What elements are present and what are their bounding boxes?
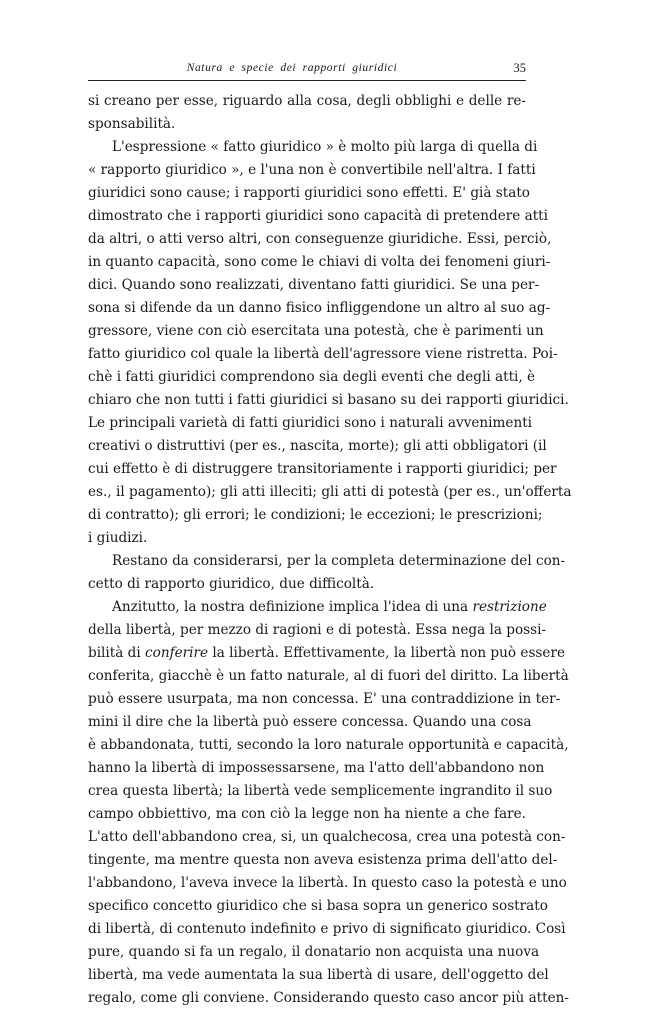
text-line: regalo, come gli conviene. Considerando questo caso ancor più atten-	[88, 990, 570, 1006]
text-line: fatto giuridico col quale la libertà dell'agressore viene ristretta. Poi-	[88, 346, 558, 362]
text-line: della libertà, per mezzo di ragioni e di potestà. Essa nega la possi-	[88, 622, 547, 638]
text-line: dici. Quando sono realizzati, diventano fatti giuridici. Se una per-	[88, 277, 540, 293]
text-line: crea questa libertà; la libertà vede semplicemente ingrandito il suo	[88, 783, 553, 799]
text-line: di contratto); gli errori; le condizioni; le eccezioni; le prescrizioni;	[88, 507, 543, 523]
running-title: Natura e specie dei rapporti giuridici	[186, 62, 398, 74]
line-text: la libertà. Effettivamente, la libertà non può essere	[212, 645, 565, 661]
text-line: è abbandonata, tutti, secondo la loro naturale opportunità e capacità,	[88, 737, 569, 753]
header-rule	[88, 80, 526, 81]
text-line: sponsabilità.	[88, 116, 176, 132]
text-line: pure, quando si fa un regalo, il donatario non acquista una nuova	[88, 944, 540, 960]
text-line: giuridici sono cause; i rapporti giuridici sono effetti. E' già stato	[88, 185, 530, 201]
text-line: campo obbiettivo, ma con ciò la legge non ha niente a che fare.	[88, 806, 526, 822]
text-line: Le principali varietà di fatti giuridici sono i naturali avvenimenti	[88, 415, 533, 431]
text-line: i giudizi.	[88, 530, 148, 546]
text-line: cetto di rapporto giuridico, due difficoltà.	[88, 576, 375, 592]
text-line: può essere usurpata, ma non concessa. E' una contraddizione in ter-	[88, 691, 561, 707]
text-line: mini il dire che la libertà può essere concessa. Quando una cosa	[88, 714, 532, 730]
text-line: Restano da considerarsi, per la completa determinazione del con-	[112, 553, 566, 569]
line-text: bilità di	[88, 645, 141, 661]
text-line: l'abbandono, l'aveva invece la libertà. In questo caso la potestà e uno	[88, 875, 567, 891]
running-head	[88, 58, 526, 80]
text-line: conferita, giacchè è un fatto naturale, al di fuori del diritto. La libertà	[88, 668, 569, 684]
page-number: 35	[513, 61, 526, 75]
text-line: chè i fatti giuridici comprendono sia degli eventi che degli atti, è	[88, 369, 536, 385]
text-line: specifico concetto giuridico che si basa sopra un generico sostrato	[88, 898, 548, 914]
text-line: es., il pagamento); gli atti illeciti; gli atti di potestà (per es., un'offerta	[88, 484, 572, 500]
text-line: creativi o distruttivi (per es., nascita, morte); gli atti obbligatori (il	[88, 438, 547, 454]
text-line: libertà, ma vede aumentata la sua libertà di usare, dell'oggetto del	[88, 967, 549, 983]
text-line: tingente, ma mentre questa non aveva esistenza prima dell'atto del-	[88, 852, 558, 868]
text-line: cui effetto è di distruggere transitoriamente i rapporti giuridici; per	[88, 461, 557, 477]
text-line: da altri, o atti verso altri, con conseguenze giuridiche. Essi, perciò,	[88, 231, 552, 247]
text-line: hanno la libertà di impossessarsene, ma l'atto dell'abbandono non	[88, 760, 545, 776]
text-line: dimostrato che i rapporti giuridici sono capacità di pretendere atti	[88, 208, 548, 224]
text-line: gressore, viene con ciò esercitata una potestà, che è parimenti un	[88, 323, 544, 339]
text-line: si creano per esse, riguardo alla cosa, degli obblighi e delle re-	[88, 93, 526, 109]
emphasis-conferire: conferire	[145, 645, 209, 661]
emphasis-restrizione: restrizione	[472, 599, 547, 615]
text-line: L'atto dell'abbandono crea, si, un qualchecosa, crea una potestà con-	[88, 829, 566, 845]
text-line: « rapporto giuridico », e l'una non è convertibile nell'altra. I fatti	[88, 162, 536, 178]
line-text: Anzitutto, la nostra definizione implica l'idea di una	[112, 599, 469, 615]
text-line-with-emphasis	[88, 596, 547, 619]
text-line: di libertà, di contenuto indefinito e privo di significato giuridico. Così	[88, 921, 566, 937]
text-line: sona si difende da un danno fisico infliggendone un altro al suo ag-	[88, 300, 551, 316]
text-line: L'espressione « fatto giuridico » è molto più larga di quella di	[112, 139, 538, 155]
text-line: chiaro che non tutti i fatti giuridici si basano su dei rapporti giuridici.	[88, 392, 569, 408]
text-line: in quanto capacità, sono come le chiavi di volta dei fenomeni giuri-	[88, 254, 551, 270]
text-line-with-emphasis	[88, 642, 565, 665]
body-text	[88, 90, 572, 1010]
